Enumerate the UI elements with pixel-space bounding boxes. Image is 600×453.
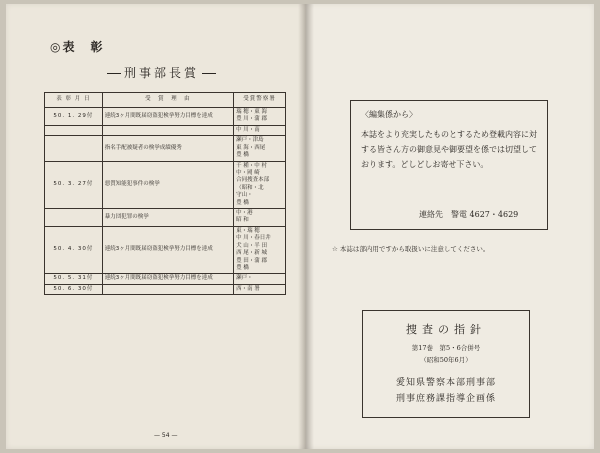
- award-units: [234, 274, 286, 284]
- unit-name: 中・岡 崎: [236, 169, 260, 176]
- table-row: [45, 209, 286, 227]
- award-date: 50. 6. 30付: [45, 284, 103, 294]
- unit-name: 昭 和: [236, 217, 249, 224]
- masthead-title: 捜査の指針: [406, 323, 486, 336]
- unit-name: 瀬戸・: [236, 275, 253, 282]
- table-row: [45, 161, 286, 209]
- table-row: [45, 125, 286, 135]
- unit-name: 瀬戸・津島: [236, 137, 264, 144]
- editor-box-contact: 連絡先 警電 4627・4629: [419, 210, 519, 219]
- unit-name: 中 川・南: [236, 126, 260, 133]
- header-reason: 受 賞 理 由: [102, 93, 233, 108]
- award-reason: 連続3ヶ月間既届窃盗犯検挙努力目標を達成: [102, 108, 233, 126]
- award-reason: 連続3ヶ月間既届窃盗犯検挙努力目標を達成: [102, 274, 233, 284]
- masthead-volume: 第17巻 第5・6合併号: [411, 344, 481, 352]
- table-row: [45, 274, 286, 284]
- unit-name: 東 海・西尾: [236, 144, 266, 151]
- award-units: [234, 161, 286, 209]
- table-row: [45, 108, 286, 126]
- right-page: [306, 4, 594, 449]
- unit-name: 西・南 署: [236, 285, 260, 292]
- award-reason: [102, 125, 233, 135]
- masthead-org-line2: 刑事庶務課指導企画係: [395, 394, 496, 404]
- page-number: — 54 —: [154, 432, 178, 439]
- header-date: 表 彰 月 日: [45, 93, 103, 108]
- section-title: ◎表 彰: [50, 40, 105, 54]
- unit-name: 東・瑞 穂: [236, 227, 260, 234]
- editor-notice-box: [350, 100, 548, 230]
- award-date: [45, 136, 103, 161]
- award-reason: 連続3ヶ月間既届窃盗犯検挙努力目標を達成: [102, 226, 233, 274]
- book-spread: [6, 4, 594, 449]
- unit-name: 豊 橋: [236, 152, 249, 159]
- award-reason: 悪質知能犯事件の検挙: [102, 161, 233, 209]
- table-header-row: [45, 93, 286, 108]
- unit-name: 西 尾・新 城: [236, 250, 268, 257]
- unit-name: 豊 橋: [236, 199, 249, 206]
- book-gutter: [298, 4, 314, 449]
- unit-name: 豊 川・蒲 郡: [236, 116, 268, 123]
- award-units: [234, 125, 286, 135]
- award-date: 50. 1. 29付: [45, 108, 103, 126]
- award-rows: [45, 108, 286, 295]
- table-row: [45, 226, 286, 274]
- award-reason: [102, 284, 233, 294]
- award-units: [234, 209, 286, 227]
- award-units: [234, 136, 286, 161]
- unit-name: 合同捜査本部: [236, 177, 270, 184]
- unit-name: 中・港: [236, 210, 253, 217]
- header-units: 受賞警察署: [234, 93, 286, 108]
- editor-box-body: 本誌をより充実したものとするため登載内容に対する皆さん方の御意見や御要望を係では切望しております。どしどしお寄せ下さい。: [361, 130, 537, 169]
- award-units: [234, 284, 286, 294]
- award-date: 50. 4. 30付: [45, 226, 103, 274]
- unit-name: 中 川・春日井: [236, 235, 271, 242]
- unit-name: 千 種・中 村: [236, 162, 268, 169]
- masthead-org-line1: 愛知県警察本部刑事部: [395, 378, 496, 388]
- award-date: [45, 209, 103, 227]
- award-reason: 指名手配被疑者の検挙成績優秀: [102, 136, 233, 161]
- unit-name: 瑞 穂・東 海: [236, 109, 268, 115]
- award-units: [234, 226, 286, 274]
- award-date: 50. 3. 27付: [45, 161, 103, 209]
- unit-name: 犬 山・半 田: [236, 242, 268, 249]
- award-date: [45, 125, 103, 135]
- masthead-box: [362, 310, 530, 418]
- award-title: 刑事部長賞: [104, 64, 219, 81]
- left-page: [6, 4, 306, 449]
- unit-name: （昭和・北: [236, 184, 264, 191]
- table-row: [45, 136, 286, 161]
- masthead-date: （昭和50年6月）: [420, 356, 472, 364]
- awards-table: [44, 92, 286, 295]
- table-row: [45, 284, 286, 294]
- award-reason: 暴力団犯罪の検挙: [102, 209, 233, 227]
- unit-name: 豊 橋: [236, 265, 249, 272]
- award-date: 50. 5. 31付: [45, 274, 103, 284]
- unit-name: 守山・: [236, 192, 253, 199]
- unit-name: 豊 田・蒲 郡: [236, 257, 268, 264]
- editor-box-heading: 〈編集係から〉: [361, 110, 417, 119]
- award-units: [234, 108, 286, 126]
- internal-use-notice: ☆ 本誌は部内用ですから取扱いに注意してください。: [332, 245, 490, 253]
